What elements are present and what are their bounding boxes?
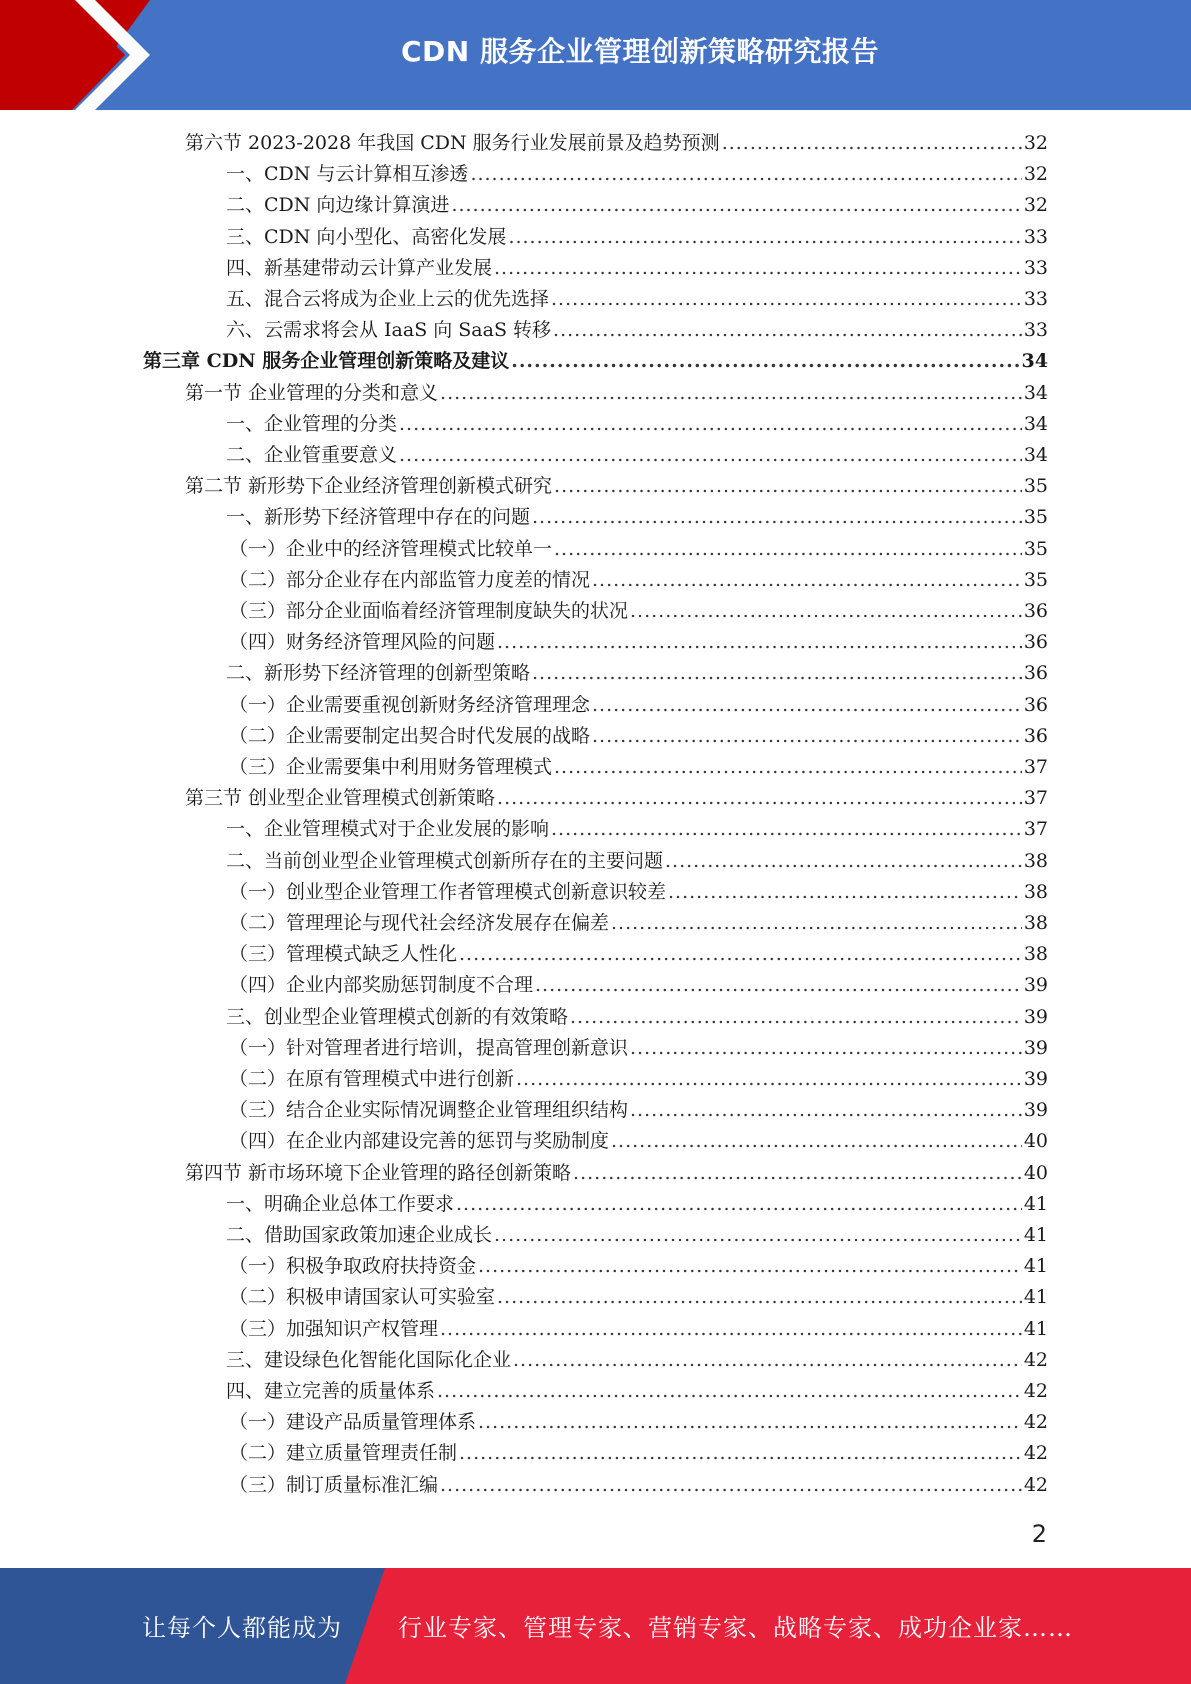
toc-row[interactable]: [226, 315, 1048, 346]
toc-row[interactable]: [229, 970, 1048, 1001]
toc-entry-label: （二）建立质量管理责任制: [229, 1442, 458, 1465]
toc-row[interactable]: [229, 565, 1048, 596]
toc-page-number: 38: [1023, 943, 1048, 966]
toc-chapter-row[interactable]: [143, 346, 1048, 377]
toc-leader-dots: [437, 1376, 1022, 1407]
toc-page-number: 35: [1023, 475, 1048, 498]
toc-entry-label: （一）企业中的经济管理模式比较单一: [229, 537, 553, 560]
toc-leader-dots: [497, 627, 1022, 658]
toc-leader-dots: [630, 1095, 1022, 1126]
toc-leader-dots: [440, 1470, 1022, 1501]
toc-row[interactable]: [229, 877, 1048, 908]
toc-leader-dots: [573, 1158, 1022, 1189]
toc-entry-label: 三、建设绿色化智能化国际化企业: [226, 1348, 512, 1371]
toc-leader-dots: [611, 1126, 1022, 1157]
toc-row[interactable]: [226, 814, 1048, 845]
toc-page-number: 33: [1023, 288, 1048, 310]
toc-row[interactable]: [226, 409, 1048, 440]
toc-row[interactable]: [229, 1282, 1048, 1313]
toc-leader-dots: [551, 284, 1022, 315]
toc-entry-label: 第二节 新形势下企业经济管理创新模式研究: [185, 475, 553, 498]
toc-row[interactable]: [229, 690, 1048, 721]
toc-entry-label: 第六节 2023-2028 年我国 CDN 服务行业发展前景及趋势预测: [185, 132, 720, 154]
toc-leader-dots: [611, 908, 1022, 939]
toc-entry-label: （一）积极争取政府扶持资金: [229, 1255, 477, 1278]
toc-page-number: 42: [1023, 1442, 1048, 1465]
toc-entry-label: （三）加强知识产权管理: [229, 1317, 439, 1340]
toc-row[interactable]: [229, 1438, 1048, 1469]
toc-page-number: 39: [1023, 974, 1048, 997]
toc-page-number: 36: [1023, 631, 1048, 654]
toc-row[interactable]: [229, 627, 1048, 658]
toc-entry-label: （三）制订质量标准汇编: [229, 1473, 439, 1496]
toc-page-number: 42: [1023, 1348, 1048, 1371]
toc-page-number: 36: [1023, 693, 1048, 716]
toc-entry-label: 一、企业管理的分类: [226, 412, 398, 435]
toc-leader-dots: [508, 222, 1021, 253]
toc-page-number: 39: [1023, 1036, 1048, 1059]
toc-row[interactable]: [229, 1126, 1048, 1157]
toc-leader-dots: [668, 877, 1022, 908]
toc-entry-label: 五、混合云将成为企业上云的优先选择: [226, 288, 550, 310]
page-number: 2: [1031, 1520, 1047, 1548]
toc-row[interactable]: [226, 658, 1048, 689]
toc-leader-dots: [440, 378, 1022, 409]
toc-page-number: 41: [1023, 1317, 1048, 1340]
toc-row[interactable]: [229, 1064, 1048, 1095]
toc-leader-dots: [516, 1064, 1022, 1095]
toc-leader-dots: [399, 409, 1022, 440]
toc-page-number: 35: [1023, 506, 1048, 529]
toc-row[interactable]: [226, 1376, 1048, 1407]
toc-page-number: 40: [1023, 1161, 1048, 1184]
toc-leader-dots: [553, 315, 1022, 346]
toc-row[interactable]: [229, 1407, 1048, 1438]
toc-leader-dots: [554, 471, 1022, 502]
toc-entry-label: 二、新形势下经济管理的创新型策略: [226, 662, 531, 685]
toc-page-number: 37: [1023, 787, 1048, 810]
toc-page-number: 42: [1023, 1473, 1048, 1496]
toc-entry-label: 二、企业管重要意义: [226, 444, 398, 466]
toc-leader-dots: [511, 346, 1019, 377]
toc-leader-dots: [497, 783, 1022, 814]
toc-row[interactable]: [229, 939, 1048, 970]
toc-leader-dots: [592, 721, 1022, 752]
toc-entry-label: （三）部分企业面临着经济管理制度缺失的状况: [229, 600, 629, 622]
toc-leader-dots: [494, 253, 1022, 284]
toc-page-number: 33: [1023, 319, 1048, 342]
toc-entry-label: （三）结合企业实际情况调整企业管理组织结构: [229, 1099, 629, 1122]
toc-page-number: 37: [1023, 818, 1048, 841]
toc-leader-dots: [459, 939, 1022, 970]
toc-entry-label: 第一节 企业管理的分类和意义: [185, 381, 439, 404]
toc-leader-dots: [554, 752, 1022, 783]
toc-row[interactable]: [226, 1002, 1048, 1033]
toc-page-number: 36: [1023, 600, 1048, 622]
toc-leader-dots: [551, 814, 1022, 845]
toc-row[interactable]: [226, 1189, 1048, 1220]
toc-page-number: 42: [1023, 1411, 1048, 1434]
toc-entry-label: （三）管理模式缺乏人性化: [229, 943, 458, 966]
toc-leader-dots: [459, 1438, 1022, 1469]
toc-entry-label: 四、新基建带动云计算产业发展: [226, 256, 493, 279]
toc-leader-dots: [570, 1002, 1022, 1033]
toc-entry-label: 第三节 创业型企业管理模式创新策略: [185, 787, 496, 810]
toc-row[interactable]: [229, 752, 1048, 783]
toc-page-number: 41: [1023, 1224, 1048, 1246]
toc-entry-label: （二）部分企业存在内部监管力度差的情况: [229, 568, 591, 591]
toc-entry-label: 三、创业型企业管理模式创新的有效策略: [226, 1005, 569, 1028]
toc-row[interactable]: [185, 378, 1048, 409]
toc-leader-dots: [456, 1189, 1022, 1220]
toc-leader-dots: [630, 596, 1022, 627]
toc-row[interactable]: [185, 471, 1048, 502]
toc-row[interactable]: [226, 502, 1048, 533]
toc-page-number: 37: [1023, 756, 1048, 778]
toc-row[interactable]: [229, 534, 1048, 565]
toc-page-number: 34: [1023, 381, 1048, 404]
toc-entry-label: 一、明确企业总体工作要求: [226, 1192, 455, 1215]
toc-row[interactable]: [185, 1158, 1048, 1189]
toc-entry-label: 六、云需求将会从 IaaS 向 SaaS 转移: [226, 319, 552, 342]
toc-page-number: 32: [1023, 132, 1048, 154]
toc-row[interactable]: [226, 253, 1048, 284]
toc-entry-label: （二）管理理论与现代社会经济发展存在偏差: [229, 912, 610, 934]
toc-entry-label: 一、CDN 与云计算相互渗透: [226, 163, 469, 186]
toc-leader-dots: [478, 1407, 1022, 1438]
toc-row[interactable]: [185, 783, 1048, 814]
toc-row[interactable]: [229, 1314, 1048, 1345]
toc-leader-dots: [497, 1282, 1022, 1313]
toc-row[interactable]: [226, 222, 1048, 253]
toc-page-number: 35: [1023, 568, 1048, 591]
header-bar: [0, 0, 1191, 110]
toc-page-number: 39: [1023, 1005, 1048, 1028]
toc-entry-label: 第三章 CDN 服务企业管理创新策略及建议: [143, 350, 510, 373]
toc-leader-dots: [532, 502, 1022, 533]
toc-entry-label: 一、新形势下经济管理中存在的问题: [226, 506, 531, 529]
toc-row[interactable]: [229, 721, 1048, 752]
toc-entry-label: （一）针对管理者进行培训，提高管理创新意识: [229, 1036, 629, 1059]
toc-page-number: 33: [1023, 225, 1048, 248]
toc-leader-dots: [722, 128, 1022, 159]
toc-row[interactable]: [226, 284, 1048, 315]
toc-page-number: 41: [1023, 1286, 1048, 1309]
toc-entry-label: （四）在企业内部建设完善的惩罚与奖励制度: [229, 1130, 610, 1153]
toc-entry-label: （三）企业需要集中利用财务管理模式: [229, 756, 553, 778]
toc-row[interactable]: [185, 128, 1048, 159]
toc-row[interactable]: [229, 1033, 1048, 1064]
toc-row[interactable]: [226, 190, 1048, 221]
toc-leader-dots: [592, 565, 1022, 596]
toc-row[interactable]: [229, 1251, 1048, 1282]
toc-page-number: 34: [1023, 444, 1048, 466]
toc-leader-dots: [665, 846, 1022, 877]
toc-leader-dots: [470, 159, 1021, 190]
toc-page-number: 41: [1023, 1255, 1048, 1278]
toc-row[interactable]: [226, 1220, 1048, 1251]
toc-entry-label: 三、CDN 向小型化、高密化发展: [226, 225, 507, 248]
toc-leader-dots: [535, 970, 1022, 1001]
toc-page-number: 40: [1023, 1130, 1048, 1153]
toc-entry-label: 第四节 新市场环境下企业管理的路径创新策略: [185, 1161, 572, 1184]
toc-entry-label: （二）积极申请国家认可实验室: [229, 1286, 496, 1309]
toc-page-number: 38: [1023, 880, 1048, 903]
toc-row[interactable]: [229, 596, 1048, 627]
toc-entry-label: 一、企业管理模式对于企业发展的影响: [226, 818, 550, 841]
toc-entry-label: （二）企业需要制定出契合时代发展的战略: [229, 724, 591, 747]
toc-page-number: 41: [1023, 1192, 1048, 1215]
toc-page-number: 38: [1023, 912, 1048, 934]
toc-page-number: 32: [1023, 194, 1048, 217]
toc-row[interactable]: [226, 159, 1048, 190]
toc-page-number: 34: [1023, 412, 1048, 435]
toc-page-number: 39: [1023, 1068, 1048, 1090]
toc-page-number: 33: [1023, 256, 1048, 279]
toc-leader-dots: [478, 1251, 1022, 1282]
toc-page-number: 36: [1023, 662, 1048, 685]
toc-leader-dots: [630, 1033, 1022, 1064]
toc-row[interactable]: [226, 440, 1048, 471]
toc-leader-dots: [592, 690, 1022, 721]
footer-slogan-left: 让每个人都能成为: [142, 1614, 342, 1642]
toc-entry-label: （四）财务经济管理风险的问题: [229, 631, 496, 654]
toc-leader-dots: [532, 658, 1022, 689]
red-chevron-icon: [0, 0, 160, 110]
toc-entry-label: （一）企业需要重视创新财务经济管理理念: [229, 693, 591, 716]
toc-leader-dots: [494, 1220, 1022, 1251]
toc-page-number: 35: [1023, 537, 1048, 560]
toc-entry-label: （四）企业内部奖励惩罚制度不合理: [229, 974, 534, 997]
toc-leader-dots: [440, 1314, 1022, 1345]
toc-leader-dots: [554, 534, 1022, 565]
toc-page-number: 39: [1023, 1099, 1048, 1122]
toc-entry-label: （二）在原有管理模式中进行创新: [229, 1068, 515, 1090]
footer-slogan-right: 行业专家、管理专家、营销专家、战略专家、成功企业家……: [398, 1614, 1073, 1642]
toc-leader-dots: [513, 1345, 1022, 1376]
toc-page-number: 42: [1023, 1380, 1048, 1402]
toc-row[interactable]: [226, 846, 1048, 877]
toc-entry-label: 二、借助国家政策加速企业成长: [226, 1224, 493, 1246]
toc-entry-label: 四、建立完善的质量体系: [226, 1380, 436, 1402]
toc-entry-label: 二、当前创业型企业管理模式创新所存在的主要问题: [226, 849, 664, 872]
toc-row[interactable]: [229, 908, 1048, 939]
toc-row[interactable]: [229, 1470, 1048, 1501]
toc-page-number: 34: [1021, 350, 1048, 373]
toc-page-number: 36: [1023, 724, 1048, 747]
toc-entry-label: （一）建设产品质量管理体系: [229, 1411, 477, 1434]
report-title: CDN 服务企业管理创新策略研究报告: [401, 35, 879, 68]
toc-row[interactable]: [226, 1345, 1048, 1376]
toc-row[interactable]: [229, 1095, 1048, 1126]
toc-page-number: 32: [1023, 163, 1048, 186]
toc-page-number: 38: [1023, 849, 1048, 872]
toc-leader-dots: [451, 190, 1021, 221]
toc-leader-dots: [399, 440, 1022, 471]
toc-entry-label: （一）创业型企业管理工作者管理模式创新意识较差: [229, 880, 667, 903]
toc-entry-label: 二、CDN 向边缘计算演进: [226, 194, 450, 217]
footer-banner: [0, 1568, 1191, 1684]
